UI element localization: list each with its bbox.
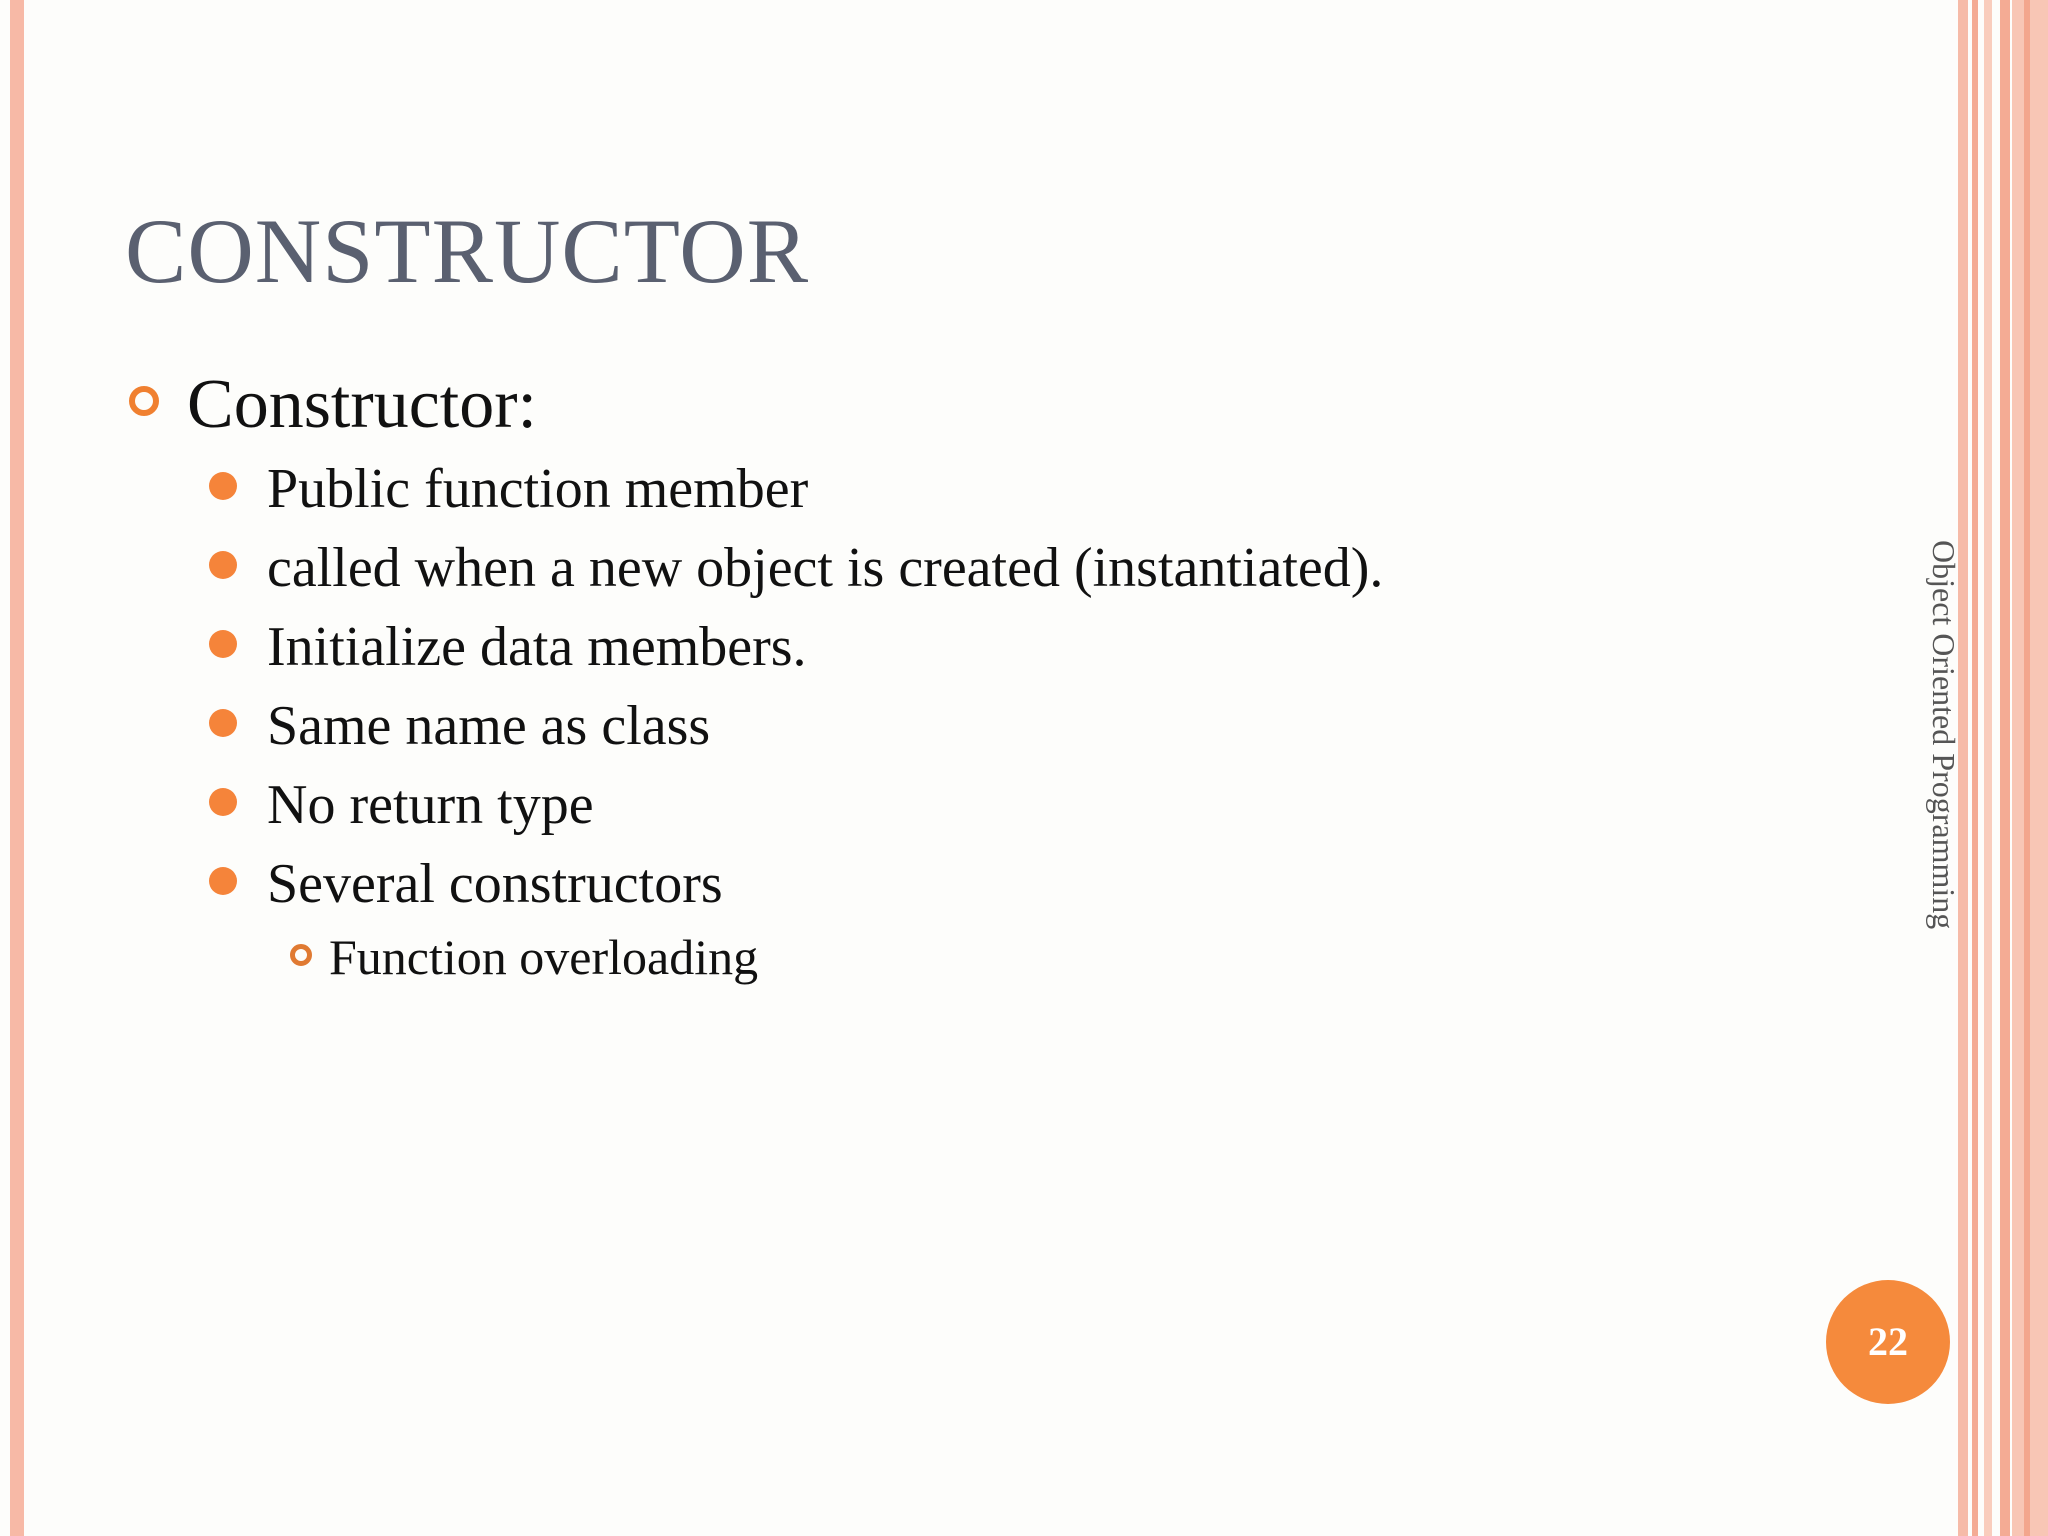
hollow-circle-bullet-icon [290,944,312,966]
bullet-level-1 [125,360,1825,450]
list-item-text: No return type [267,774,594,836]
right-border-stripe [2000,0,2010,1536]
slide-content [125,360,1825,990]
list-item [125,766,1825,845]
right-border-stripe [1984,0,1992,1536]
sub-list-item [125,924,1825,990]
slide-title: CONSTRUCTOR [125,200,810,302]
page-number-badge: 22 [1826,1280,1950,1404]
filled-circle-bullet-icon [209,709,237,737]
bullet-text: Constructor: [187,366,537,443]
list-item [125,608,1825,687]
filled-circle-bullet-icon [209,788,237,816]
list-item [125,687,1825,766]
sub-list-item-text: Function overloading [329,929,759,985]
right-border-stripe [2024,0,2030,1536]
filled-circle-bullet-icon [209,867,237,895]
filled-circle-bullet-icon [209,551,237,579]
list-item-text: Same name as class [267,695,711,757]
list-item-text: called when a new object is created (instantiated). [267,537,1384,599]
list-item [125,845,1825,924]
list-item-text: Public function member [267,458,809,520]
list-item-text: Initialize data members. [267,616,807,678]
list-item [125,529,1825,608]
filled-circle-bullet-icon [209,630,237,658]
left-border-stripe [10,0,24,1536]
filled-circle-bullet-icon [209,472,237,500]
right-border-stripe [2012,0,2048,1536]
list-item-text: Several constructors [267,853,723,915]
hollow-circle-bullet-icon [129,386,159,416]
list-item [125,450,1825,529]
vertical-course-label: Object Oriented Programming [1926,540,1962,930]
right-border-stripe [1972,0,1978,1536]
